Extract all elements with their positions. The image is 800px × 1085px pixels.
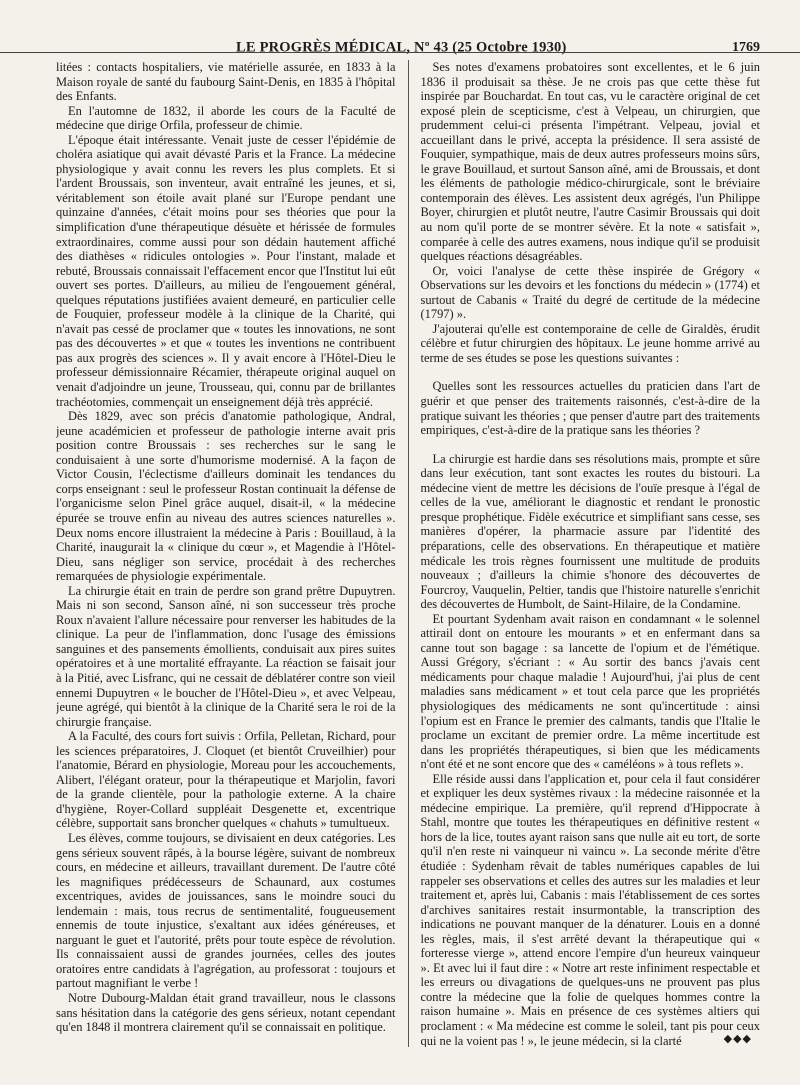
continuation-ornament: ◆◆◆: [723, 1033, 752, 1045]
paragraph: Ses notes d'examens probatoires sont excellentes, et le 6 juin 1836 il produisait sa thèse. Je ne crois pas que cette thèse fut inspirée par Bouchardat. En tout cas, vu le caractère original de cet exposé plein de scepticisme, c'est à Velpeau, un chirurgien, que prudemment celui-ci présenta l'impétrant. Velpeau, jovial et accueillant dans le privé, accepta la présidence. Il sera assisté de Fouquier, sympathique, mais de deux autres professeurs moins sûrs, le grave Bouillaud, et surtout Sanson aîné, ami de Broussais, et dont les éléments de pathologie médico-chirurgicale, sont le bréviaire contemporain des élèves. Les assistent deux agrégés, l'un Philippe Boyer, chirurgien et plutôt neutre, l'autre Casimir Broussais qui doit au nom qu'il porte de se montrer sévère. Et la note « satisfait », comparée à celle des autres examens, nous indique qu'il se produisit quelques réactions désagréables.: [420, 60, 760, 264]
paragraph: Notre Dubourg-Maldan était grand travailleur, nous le classons sans hésitation dans la catégorie des gens sérieux, notant cependant qu'en 1848 il montrera clairement qu'il se connaissait en politique.: [56, 991, 396, 1035]
paragraph: Et pourtant Sydenham avait raison en condamnant « le solennel attirail dont on entoure les mourants » et en enfermant dans sa canne tout son bagage : sa lancette de l'opium et de l'émétique. Aussi Grégory, s'écriant : « Au sortir des bancs j'avais cent médicaments pour chaque maladie ! Aujourd'hui, j'ai plus de cent maladies sans médicament » et tout cela parce que les propriétés physiologiques des médicaments ne sont qu'incertitude : ainsi l'opium est en France le premier des calmants, tandis que l'Italie le proclame un excitant de premier ordre. La même incertitude est dans les propriétés thérapeutiques, si bien que les médicaments n'ont été et ne sont encore que des « caméléons » à tous reflets ».: [420, 611, 760, 772]
header-rule: [0, 52, 800, 53]
running-title: LE PROGRÈS MÉDICAL, Nº 43 (25 Octobre 1930): [236, 39, 567, 56]
paragraph: Dès 1829, avec son précis d'anatomie pathologique, Andral, jeune académicien et professeur de pathologie interne avait pris position contre Broussais : ses recherches sur le sang le conduisaient à une sorte d'humorisme modernisé. A la façon de Victor Cousin, l'éclectisme d'ailleurs dominait les tendances du corps enseignant : seul le professeur Rostan continuait la défense de l'organicisme selon Pinel grâce auquel, disait-il, « la médecine épurée se trouve enfin au niveau des autres sciences naturelles ». Deux noms encore illustraient la médecine à Paris : Bouillaud, à la Charité, inaugurait la « clinique du cœur », et Magendie à l'Hôtel-Dieu, sans négliger son service, procédait à des recherches remarquées de physiologie expérimentale.: [56, 409, 396, 584]
paragraph: Elle réside aussi dans l'application et, pour cela il faut considérer et expliquer les deux systèmes rivaux : la médecine raisonnée et la médecine empirique. La première, qu'il reprend d'Hippocrate à Stahl, montre que toutes les thérapeutiques en définitive restent « hors de la lice, toutes ayant raison sans que nulle ait eu tort, de sorte qu'il n'en reste ni vainqueur ni vaincu ». La seconde mérite d'être étudiée : Sydenham rêvait de tables numériques capables de lui rappeler ses observations et celles des autres sur les maladies et leur traitement et, après lui, Cabanis : mais l'établissement de ces sortes d'archives sanitaires restait insurmontable, la transcription des indications ne pouvant manquer de la dénaturer. Louis en a donné les règles, mais, il s'est arrêté devant la thérapeutique qui « forteresse vierge », attend encore l'empire d'un heureux vainqueur ». Et avec lui il faut dire : « Notre art reste infiniment respectable et les erreurs ou divagations de quelques-uns ne prouvent pas plus contre la médecine que la folie de quelques hommes contre la raison humaine ». Mais en présence de ces systèmes altiers qui proclament : « Ma médecine est comme le soleil, tant pis pour ceux qui ne la voient pas ! », le jeune médecin, si la clarté: [420, 771, 760, 1047]
paragraph: En l'automne de 1832, il aborde les cours de la Faculté de médecine que dirige Orfila, professeur de chimie.: [56, 103, 396, 133]
question-paragraph: Quelles sont les ressources actuelles du praticien dans l'art de guérir et que penser des traitements raisonnés, c'est-à-dire de la pratique suivant les théories ; que penser d'autre part des traitements empiriques, c'est-à-dire de la pratique sans les théories ?: [420, 379, 760, 438]
paragraph: La chirurgie est hardie dans ses résolutions mais, prompte et sûre dans leur exécution, tant sont exactes les routes du bistouri. La médecine vient de mettre les décisions de l'ouïe presque à l'égal de celles de la vue, améliorant le diagnostic et rendant le pronostic presque prophétique. Fidèle exécutrice et simplifiant sans cesse, ses manières d'opérer, la pharmacie assure par l'identité des préparations, celle des observations. En thérapeutique et matière médicale les trois règnes fournissent une multitude de produits nouveaux ; d'ailleurs la chimie s'honore des découvertes de Fourcroy, Vauquelin, Peltier, tandis que l'histoire naturelle s'enrichit des découvertes de Humbolt, de Saint-Hilaire, de la Condamine.: [420, 451, 760, 612]
paragraph: J'ajouterai qu'elle est contemporaine de celle de Giraldès, érudit célèbre et futur chirurgien des hôpitaux. Le jeune homme arrivé au terme de ses études se pose les questions suivantes :: [420, 321, 760, 365]
paragraph: Or, voici l'analyse de cette thèse inspirée de Grégory « Observations sur les devoirs et les fonctions du médecin » (1774) et surtout de Cabanis « Traité du degré de certitude de la médecine (1797) ».: [420, 263, 760, 322]
paragraph: litées : contacts hospitaliers, vie matérielle assurée, en 1833 à la Maison royale de santé du faubourg Saint-Denis, en 1835 à l'hôpital des Enfants.: [56, 60, 396, 104]
paragraph: L'époque était intéressante. Venait juste de cesser l'épidémie de choléra asiatique qui avait dévasté Paris et la France. La médecine physiologique y avait connu les revers les plus complets. Et si l'ardent Broussais, son inventeur, avait entraîné les jeunes, et si, véritablement son étoile avait plané sur l'Europe pendant une quinzaine d'années, c'était moins pour ses théories que pour la simplification d'une thérapeutique désuète et hérissée de formules extraordinaires, comme aussi pour son dédain hautement affiché des diathèses « ridicules ontologies ». Pour l'instant, malade et rebuté, Broussais connaissait l'effacement encor que l'Institut lui eût ouvert ses portes. D'ailleurs, au milieu de l'engouement général, quelques réputations justifiées avaient demeuré, en particulier celle de Fouquier, professeur modèle à la clinique de la Charité, qui n'avait pas cessé de proclamer que « toutes les innovations, ne sont pas des découvertes » et que « toutes les inventions ne contribuent pas aux progrès des sciences ». Il y avait encore à l'Hôtel-Dieu le professeur démissionnaire Récamier, thérapeute original auquel on venait d'adjoindre un jeune, Trousseau, qui, connu par de brillantes trachéotomies, commençait un enseignement déjà très apprécié.: [56, 132, 396, 409]
column-divider: [408, 60, 409, 1047]
page-header: [56, 14, 760, 56]
left-column: [56, 60, 396, 1047]
right-column: [421, 60, 761, 1047]
paragraph: La chirurgie était en train de perdre son grand prêtre Dupuytren. Mais ni son second, Sanson aîné, ni son successeur très proche Roux n'avaient l'allure nécessaire pour renverser les habitudes de la clinique. La peur de l'inflammation, donc l'usage des émissions sanguines et des pansements émollients, conduisait aux pires suites opératoires et à une mortalité effrayante. La réaction se faisait jour à la Pitié, avec Lisfranc, qui ne cessait de déblatérer contre son vieil ennemi Dupuytren « le boucher de l'Hôtel-Dieu », et avec Velpeau, jeune agrégé, qui bientôt à la clinique de la Charité sera le roi de la chirurgie française.: [56, 583, 396, 729]
text-columns: [56, 60, 760, 1047]
paragraph: Les élèves, comme toujours, se divisaient en deux catégories. Les gens sérieux souvent râpés, à la bourse légère, suivant de nombreux cours, en médecine et ailleurs, travaillant durement. De l'autre côté les magnifiques prédécesseurs de Schaunard, aux costumes excentriques, avides de jouissances, sans le moindre souci du lendemain : mais, tous recrus de sentimentalité, fougueusement ennemis de toute injustice, s'exaltant aux idées généreuses, et narguant le guet et l'autorité, prêts pour toute espèce de révolution. Ils connaissaient aussi de grandes journées, celles des joutes oratoires entre candidats à l'agrégation, au professorat : toujours et partout magnifiant le verbe !: [56, 830, 396, 991]
paragraph: A la Faculté, des cours fort suivis : Orfila, Pelletan, Richard, pour les sciences préparatoires, J. Cloquet (et bientôt Cruveilhier) pour l'anatomie, Bérard en physiologie, Moreau pour les accouchements, Alibert, l'élégant orateur, pour la thérapeutique et Marjolin, favori de la grande clientèle, pour la pathologie externe. A la chaire d'hygiène, Royer-Collard suppléait Desgenette et, excentrique célèbre, supportait sans broncher quelques « chahuts » tumultueux.: [56, 729, 396, 831]
page-number: 1769: [732, 40, 760, 55]
